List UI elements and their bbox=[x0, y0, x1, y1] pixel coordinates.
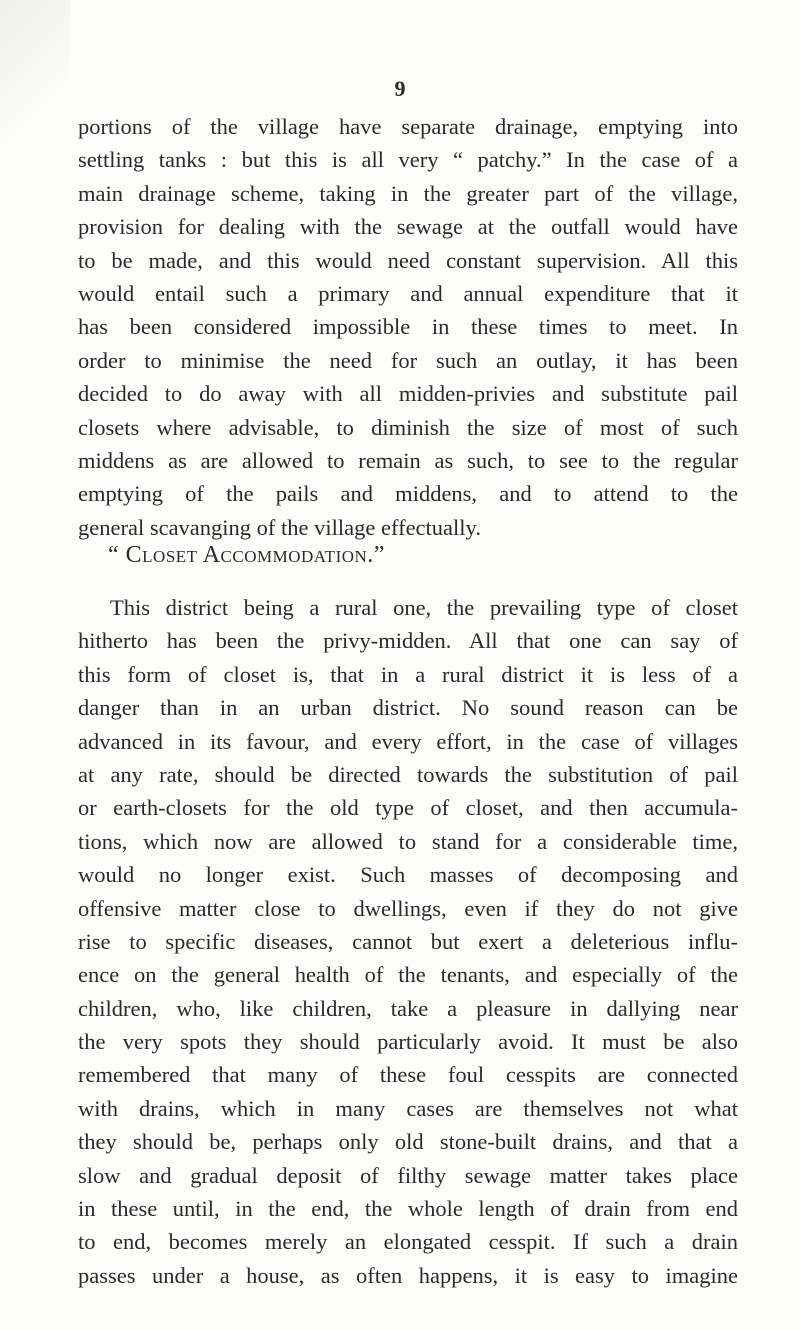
text-line: or earth-closets for the old type of closet, and then accumula- bbox=[78, 795, 738, 821]
text-line: the very spots they should particularly avoid. It must be also bbox=[78, 1029, 738, 1055]
text-line: danger than in an urban district. No sound reason can be bbox=[78, 695, 738, 721]
text-line: would entail such a primary and annual expenditure that it bbox=[78, 280, 738, 306]
section-heading-text: “ Closet Accommodation.” bbox=[108, 542, 385, 568]
page-number: 9 bbox=[394, 76, 406, 101]
text-line: at any rate, should be directed towards the substitution of pail bbox=[78, 761, 738, 787]
text-line: main drainage scheme, taking in the greater part of the village, bbox=[78, 180, 738, 206]
text-line: this form of closet is, that in a rural district it is less of a bbox=[78, 661, 738, 687]
text-line: general scavanging of the village effectually. bbox=[78, 514, 481, 540]
text-line: provision for dealing with the sewage at the outfall would have bbox=[78, 214, 738, 240]
text-line: This district being a rural one, the prevailing type of closet bbox=[110, 595, 738, 620]
text-line: passes under a house, as often happens, it is easy to imagine bbox=[78, 1262, 738, 1288]
text-line: ence on the general health of the tenants, and especially of the bbox=[78, 962, 738, 988]
text-line: remembered that many of these foul cesspits are connected bbox=[78, 1062, 738, 1088]
text-line: with drains, which in many cases are themselves not what bbox=[78, 1095, 738, 1121]
paragraph-2 bbox=[78, 591, 738, 1292]
text-line: advanced in its favour, and every effort, in the case of villages bbox=[78, 728, 738, 754]
text-line: portions of the village have separate drainage, emptying into bbox=[78, 114, 738, 139]
page-edge-shadow bbox=[0, 0, 70, 200]
text-line: would no longer exist. Such masses of decomposing and bbox=[78, 862, 738, 888]
text-line: hitherto has been the privy-midden. All that one can say of bbox=[78, 628, 738, 654]
text-line: tions, which now are allowed to stand for a considerable time, bbox=[78, 828, 738, 854]
text-line: settling tanks : but this is all very “ patchy.” In the case of a bbox=[78, 147, 738, 173]
text-line: emptying of the pails and middens, and to attend to the bbox=[78, 481, 738, 507]
text-line: middens as are allowed to remain as such, to see to the regular bbox=[78, 447, 738, 473]
text-line: closets where advisable, to diminish the size of most of such bbox=[78, 414, 738, 440]
text-line: slow and gradual deposit of filthy sewage matter takes place bbox=[78, 1162, 738, 1188]
section-heading bbox=[108, 538, 385, 572]
text-line: rise to specific diseases, cannot but exert a deleterious influ- bbox=[78, 928, 738, 954]
text-line: decided to do away with all midden-privies and substitute pail bbox=[78, 381, 738, 407]
text-line: has been considered impossible in these times to meet. In bbox=[78, 314, 738, 340]
text-line: children, who, like children, take a pleasure in dallying near bbox=[78, 995, 738, 1021]
paragraph-1 bbox=[78, 110, 738, 544]
text-line: they should be, perhaps only old stone-built drains, and that a bbox=[78, 1129, 738, 1155]
text-line: to end, becomes merely an elongated cesspit. If such a drain bbox=[78, 1229, 738, 1255]
text-line: order to minimise the need for such an outlay, it has been bbox=[78, 347, 738, 373]
text-line: in these until, in the end, the whole length of drain from end bbox=[78, 1196, 738, 1222]
text-line: offensive matter close to dwellings, even if they do not give bbox=[78, 895, 738, 921]
text-line: to be made, and this would need constant supervision. All this bbox=[78, 247, 738, 273]
